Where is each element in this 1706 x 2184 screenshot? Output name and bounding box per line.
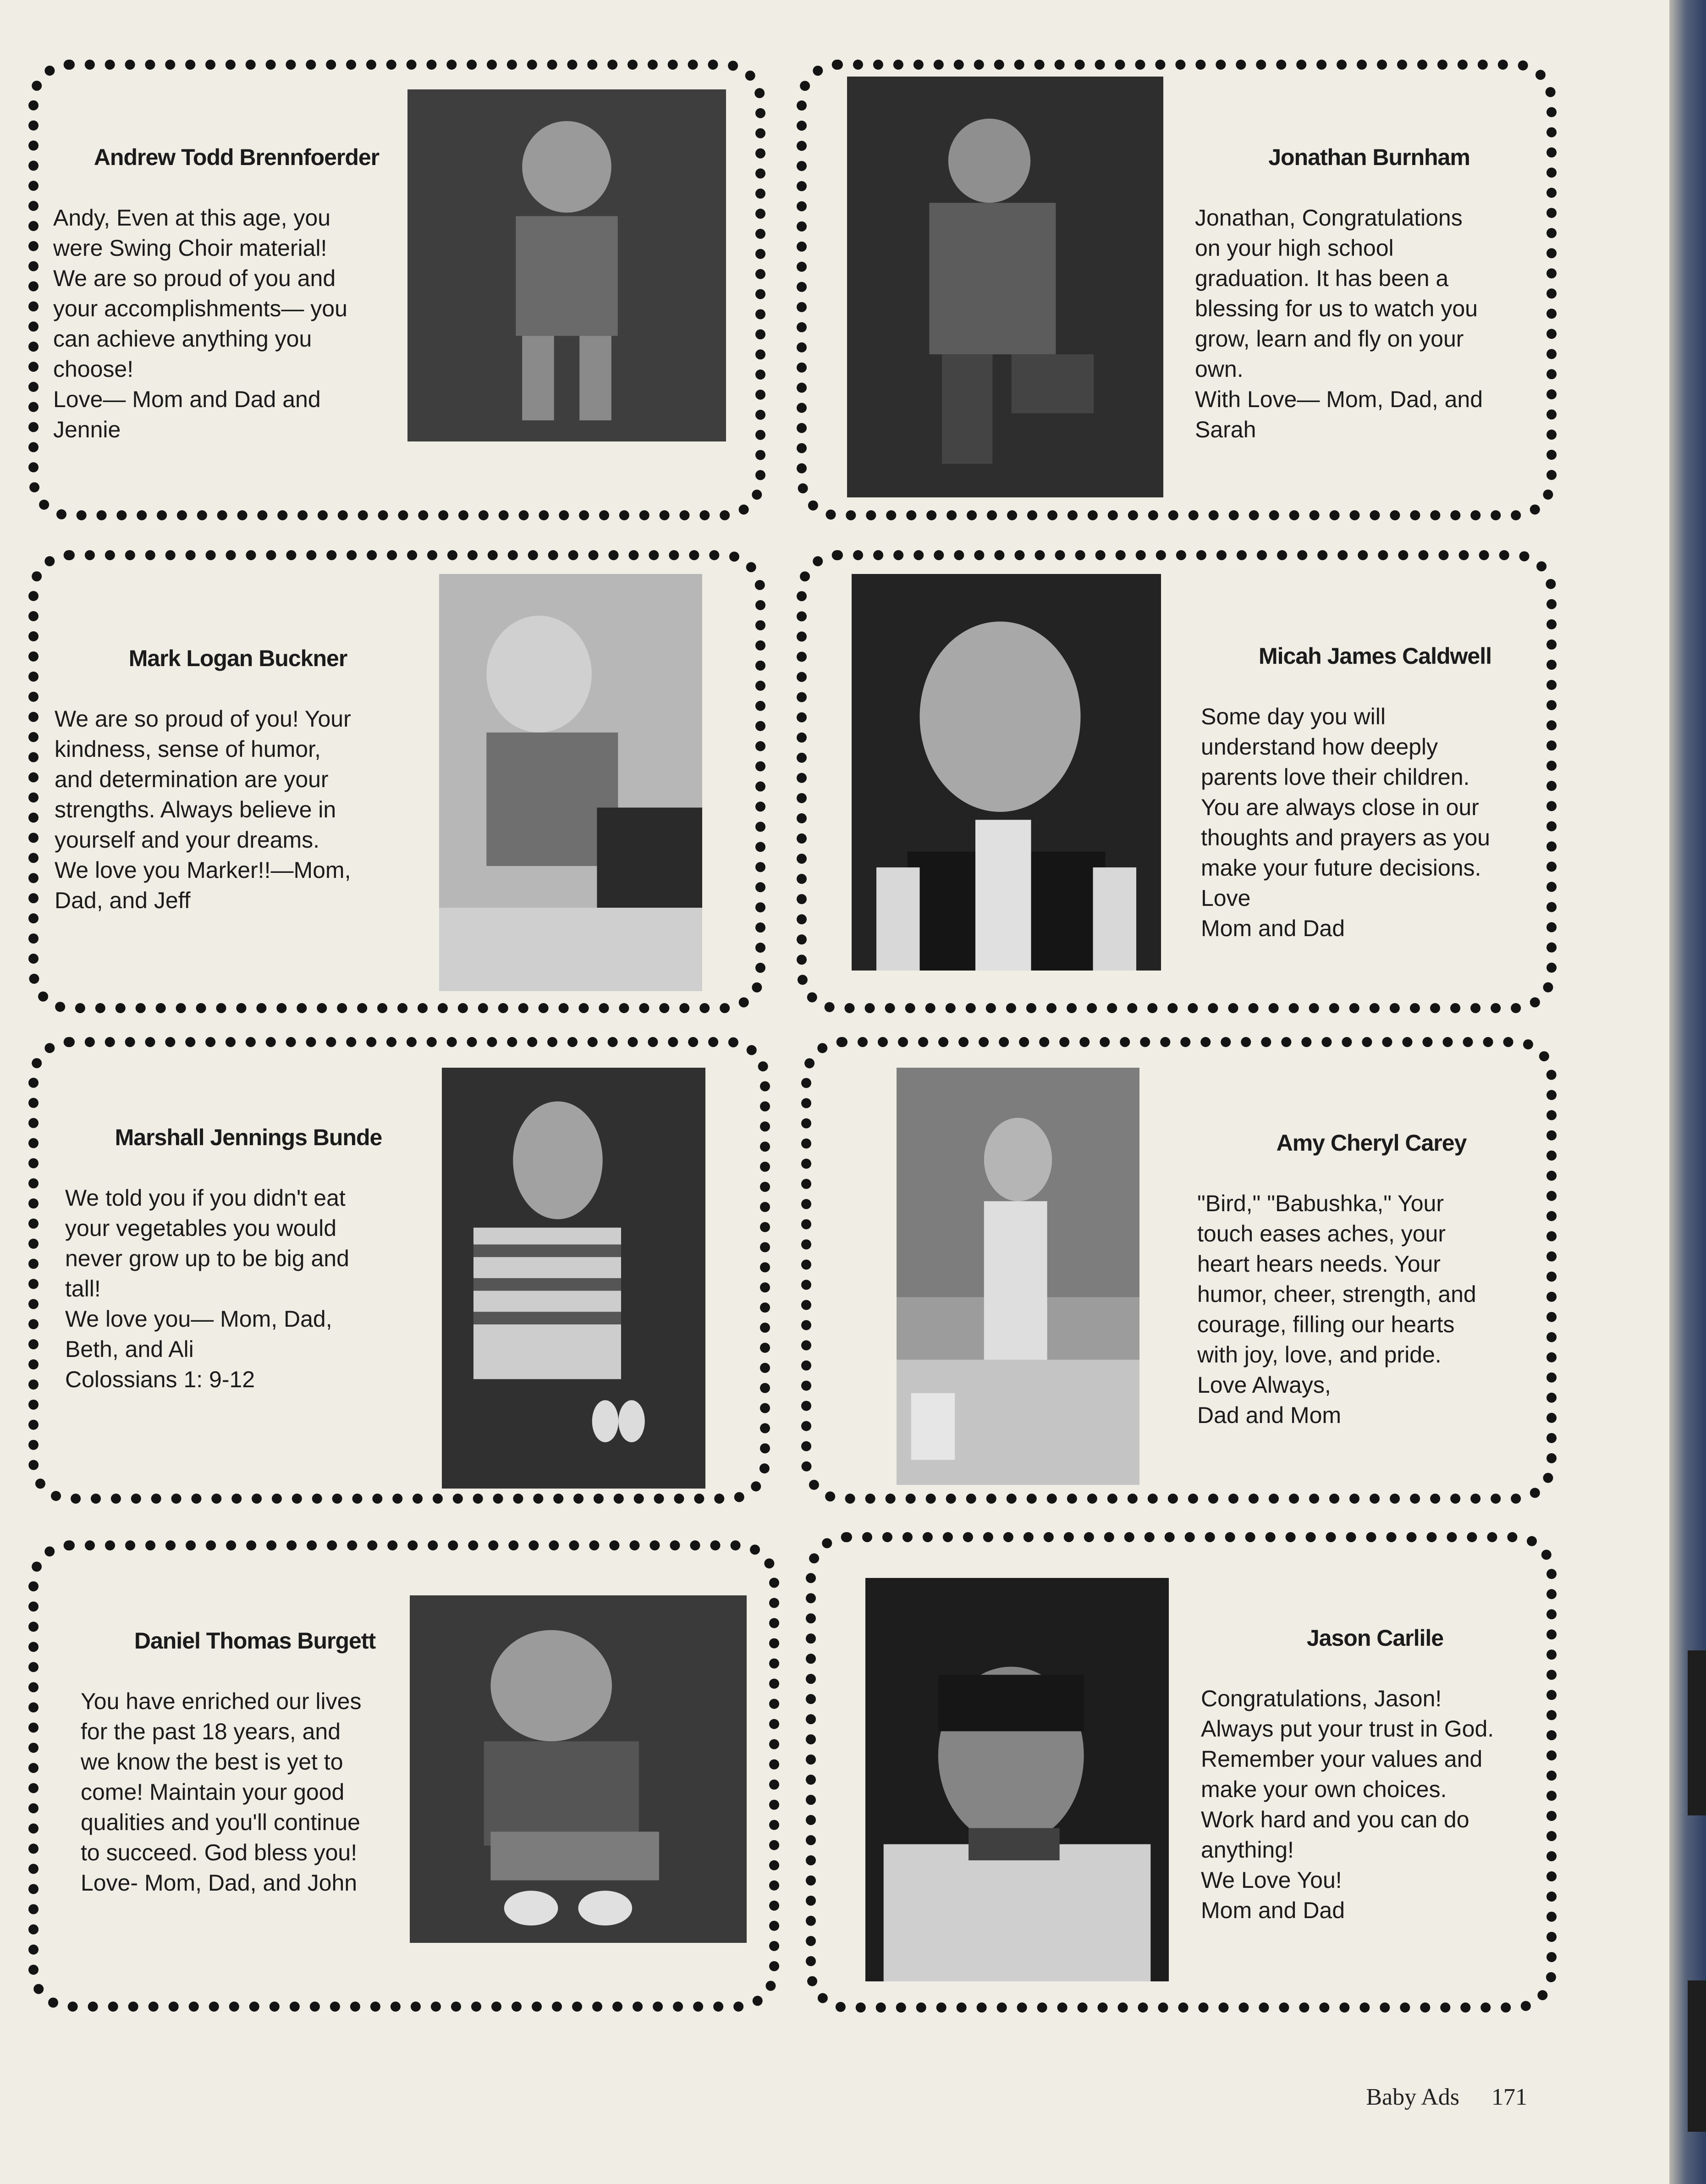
ad-name: Andrew Todd Brennfoerder (94, 144, 380, 170)
ad-message: Andy, Even at this age, you were Swing Choir material! We are so proud of you and your accomplishments— you can achieve anything you choose! Love— Mom and Dad and Jennie (53, 205, 347, 442)
ad-text (1195, 112, 1543, 475)
baby-photo (410, 1595, 747, 1943)
ad-message: Some day you will understand how deeply parents love their children. You are always close in our thoughts and prayers as you make your future decisions. Love Mom and Dad (1201, 704, 1490, 941)
baby-ad (797, 550, 1557, 1013)
page-edge (1669, 0, 1706, 2184)
baby-photo (865, 1578, 1169, 1981)
ad-text (1201, 611, 1549, 974)
baby-photo (442, 1068, 705, 1489)
ad-message: Jonathan, Congratulations on your high school graduation. It has been a blessing for us to watch you grow, learn and fly on your own. With Love— Mom, Dad, and Sarah (1195, 205, 1483, 442)
ad-text (55, 613, 421, 946)
baby-ad (28, 1540, 779, 2012)
ad-name: Amy Cheryl Carey (1276, 1130, 1467, 1156)
page-number: 171 (1491, 2084, 1527, 2110)
ad-text (1197, 1098, 1546, 1461)
baby-ad (28, 60, 765, 520)
ad-name: Marshall Jennings Bunde (115, 1125, 382, 1150)
page-edge-tab (1688, 1650, 1706, 1815)
ad-name: Jason Carlile (1306, 1625, 1444, 1651)
ad-text (53, 112, 420, 475)
ad-message: You have enriched our lives for the past 18 years, and we know the best is yet to come! Maintain your good qualities and you'll continue to succeed. God bless you! Love- Mom, Dad, and John (81, 1688, 362, 1896)
ad-name: Micah James Caldwell (1258, 643, 1491, 669)
page-edge-tab (1688, 1980, 1706, 2132)
section-label: Baby Ads (1366, 2084, 1459, 2110)
ad-text (1201, 1593, 1549, 1956)
page-footer (1366, 2084, 1527, 2111)
baby-photo (407, 89, 726, 441)
baby-photo (439, 574, 702, 991)
ad-message: We told you if you didn't eat your vegetables you would never grow up to be big and tall! We love you— Mom, Dad, Beth, and Ali Colossians 1: 9-12 (65, 1185, 349, 1392)
baby-photo (847, 77, 1163, 497)
baby-ad (806, 1532, 1557, 2013)
baby-ad (797, 60, 1557, 520)
baby-photo (897, 1068, 1139, 1485)
ad-name: Mark Logan Buckner (128, 645, 347, 671)
ad-name: Daniel Thomas Burgett (134, 1628, 376, 1654)
baby-ad (28, 550, 765, 1013)
ad-text (81, 1595, 429, 1928)
ad-text (65, 1092, 432, 1425)
ad-message: "Bird," "Babushka," Your touch eases aches, your heart hears needs. Your humor, cheer, strength, and courage, filling our hearts with joy, love, and pride. Love Always, Dad and Mom (1197, 1191, 1476, 1428)
baby-ad (28, 1037, 770, 1504)
baby-photo (852, 574, 1161, 971)
ad-name: Jonathan Burnham (1268, 144, 1470, 170)
ad-message: Congratulations, Jason! Always put your trust in God. Remember your values and make your own choices. Work hard and you can do anything! We Love You! Mom and Dad (1201, 1686, 1494, 1923)
ad-message: We are so proud of you! Your kindness, sense of humor, and determination are your strengths. Always believe in yourself and your dreams. We love you Marker!!—Mom, Dad, and Jeff (55, 706, 351, 913)
baby-ad (801, 1037, 1557, 1504)
